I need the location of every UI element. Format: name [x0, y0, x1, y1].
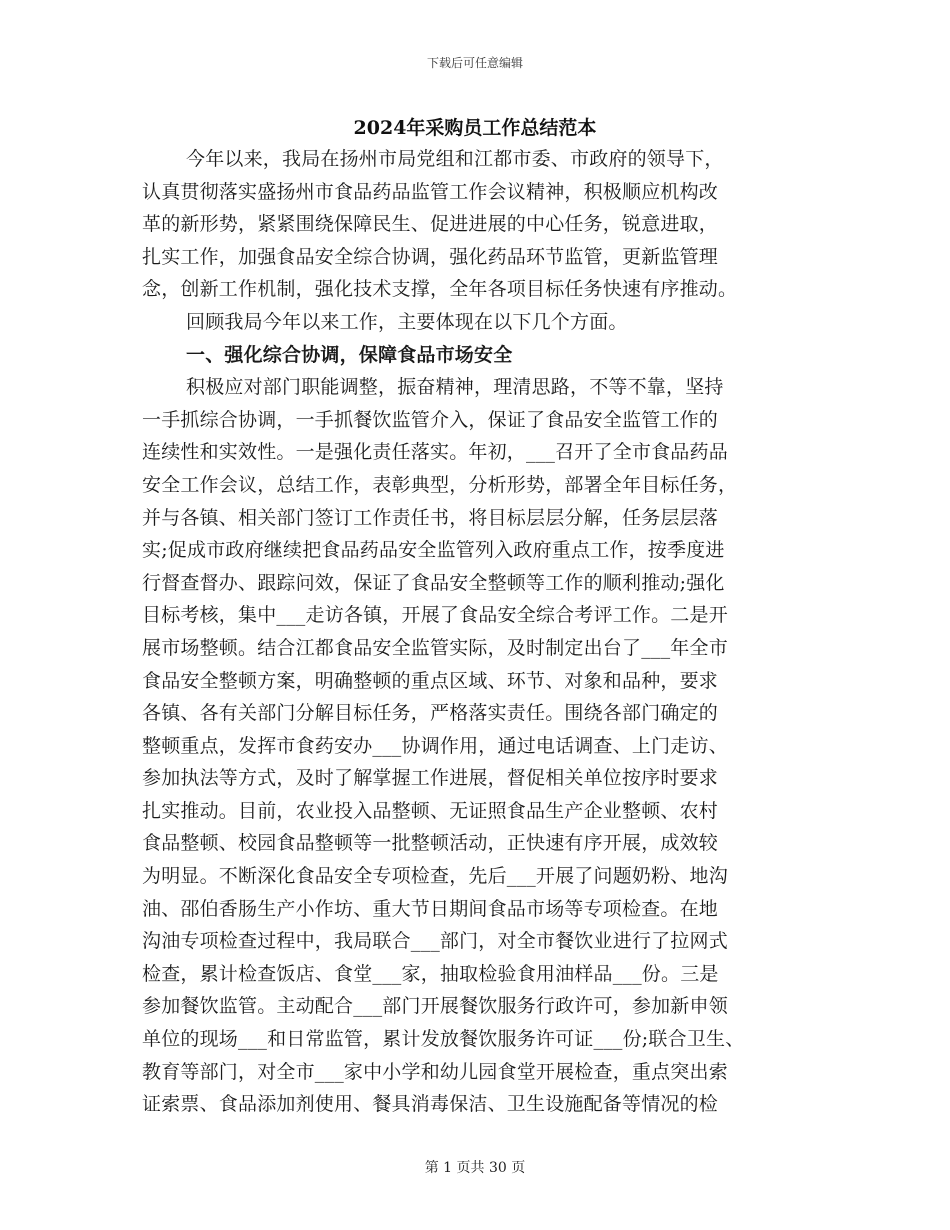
paragraph-line: 一手抓综合协调，一手抓餐饮监管介入，保证了食品安全监管工作的	[142, 408, 719, 431]
section-heading: 一、强化综合协调，保障食品市场安全	[186, 343, 513, 366]
document-body	[142, 143, 807, 1121]
paragraph-line: 单位的现场___和日常监管，累计发放餐饮服务许可证___份;联合卫生、	[142, 1028, 745, 1051]
paragraph-line: 为明显。不断深化食品安全专项检查，先后___开展了问题奶粉、地沟	[142, 865, 728, 888]
paragraph-line: 认真贯彻落实盛扬州市食品药品监管工作会议精神，积极顺应机构改	[142, 180, 719, 203]
paragraph-line: 食品安全整顿方案，明确整顿的重点区域、环节、对象和品种，要求	[142, 669, 719, 692]
paragraph-line: 沟油专项检查过程中，我局联合___部门，对全市餐饮业进行了拉网式	[142, 930, 728, 953]
page-footer: 第 1 页共 30 页	[424, 1160, 526, 1176]
paragraph-line: 参加餐饮监管。主动配合___部门开展餐饮服务行政许可，参加新申领	[142, 995, 728, 1018]
paragraph-line: 证索票、食品添加剂使用、餐具消毒保洁、卫生设施配备等情况的检	[142, 1093, 719, 1116]
document-title: 2024年采购员工作总结范本	[353, 117, 597, 139]
paragraph-line: 检查，累计检查饭店、食堂___家，抽取检验食用油样品___份。三是	[142, 962, 719, 985]
paragraph-line: 革的新形势，紧紧围绕保障民生、促进进展的中心任务，锐意进取，	[142, 213, 719, 236]
header-note: 下载后可任意编辑	[426, 56, 523, 70]
paragraph-line: 整顿重点，发挥市食药安办___协调作用，通过电话调查、上门走访、	[142, 734, 728, 757]
paragraph-line: 油、邵伯香肠生产小作坊、重大节日期间食品市场等专项检查。在地	[142, 897, 719, 920]
paragraph-line: 扎实工作，加强食品安全综合协调，强化药品环节监管，更新监管理	[142, 245, 719, 268]
paragraph-line: 今年以来，我局在扬州市局党组和江都市委、市政府的领导下，	[186, 148, 724, 170]
paragraph-line: 各镇、各有关部门分解目标任务，严格落实责任。围绕各部门确定的	[142, 702, 719, 725]
paragraph-line: 实;促成市政府继续把食品药品安全监管列入政府重点工作，按季度进	[142, 539, 725, 562]
paragraph-line: 扎实推动。目前，农业投入品整顿、无证照食品生产企业整顿、农村	[142, 799, 719, 822]
paragraph-line: 参加执法等方式，及时了解掌握工作进展，督促相关单位按序时要求	[142, 767, 719, 790]
paragraph-line: 念，创新工作机制，强化技术支撑，全年各项目标任务快速有序推动。	[142, 278, 738, 301]
paragraph-line: 回顾我局今年以来工作，主要体现在以下几个方面。	[186, 310, 628, 333]
paragraph-line: 并与各镇、相关部门签订工作责任书，将目标层层分解，任务层层落	[142, 506, 719, 529]
paragraph-line: 积极应对部门职能调整，振奋精神，理清思路，不等不靠，坚持	[186, 376, 724, 399]
paragraph-line: 行督查督办、跟踪问效，保证了食品安全整顿等工作的顺利推动;强化	[142, 571, 725, 594]
paragraph-line: 目标考核，集中___走访各镇，开展了食品安全综合考评工作。二是开	[142, 604, 728, 627]
paragraph-line: 食品整顿、校园食品整顿等一批整顿活动，正快速有序开展，成效较	[142, 832, 719, 855]
paragraph-line: 展市场整顿。结合江都食品安全监管实际，及时制定出台了___年全市	[142, 636, 728, 659]
paragraph-line: 连续性和实效性。一是强化责任落实。年初，___召开了全市食品药品	[142, 441, 728, 464]
paragraph-line: 教育等部门，对全市___家中小学和幼儿园食堂开展检查，重点突出索	[142, 1060, 728, 1083]
paragraph-line: 安全工作会议，总结工作，表彰典型，分析形势，部署全年目标任务，	[142, 473, 738, 496]
